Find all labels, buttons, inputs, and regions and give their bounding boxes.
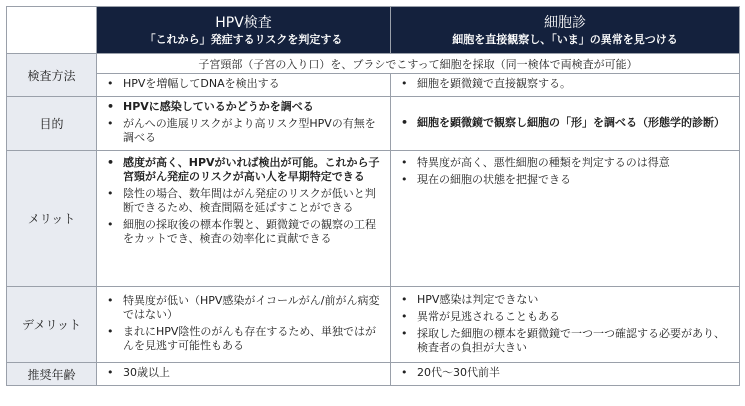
hpv-title: HPV検査	[215, 14, 272, 31]
list-item: • 陰性の場合、数年間はがん発症のリスクが低いと判断できるため、検査間隔を延ばすことができる	[101, 187, 386, 215]
list-item: • 現在の細胞の状態を把握できる	[395, 173, 735, 187]
list-item: • 特異度が高く、悪性細胞の種類を判定するのは得意	[395, 156, 735, 170]
merit-hpv-cell	[97, 151, 391, 287]
list-item: • 感度が高く、HPVがいれば検出が可能。これから子宮頸がん発症のリスクが高い人を早期特定できる	[101, 156, 386, 184]
purpose-cytology-cell	[391, 97, 740, 151]
list-item: • 30歳以上	[101, 366, 386, 380]
row-label-demerit: デメリット	[7, 287, 97, 363]
method-hpv-cell	[97, 74, 391, 97]
list-item: • 20代〜30代前半	[395, 366, 735, 380]
method-cytology-cell	[391, 74, 740, 97]
row-label-purpose: 目的	[7, 97, 97, 151]
corner-cell	[7, 7, 97, 54]
row-label-merit: メリット	[7, 151, 97, 287]
cytology-title: 細胞診	[544, 14, 586, 31]
row-label-age: 推奨年齢	[7, 363, 97, 386]
demerit-hpv-cell	[97, 287, 391, 363]
cytology-subtitle: 細胞を直接観察し、「いま」の異常を見つける	[452, 32, 678, 46]
age-cytology-cell	[391, 363, 740, 386]
list-item: • HPVに感染しているかどうかを調べる	[101, 100, 386, 114]
purpose-hpv-cell	[97, 97, 391, 151]
hpv-header	[97, 7, 391, 54]
list-item: • 細胞の採取後の標本作製と、顕微鏡での観察の工程をカットでき、検査の効率化に貢献できる	[101, 218, 386, 246]
merit-cytology-cell	[391, 151, 740, 287]
list-item: • HPV感染は判定できない	[395, 293, 735, 307]
list-item: • 細胞を顕微鏡で直接観察する。	[395, 77, 735, 91]
comparison-table	[6, 6, 740, 386]
age-hpv-cell	[97, 363, 391, 386]
list-item: • まれにHPV陰性のがんも存在するため、単独ではがんを見逃す可能性もある	[101, 325, 386, 353]
method-shared-cell: 子宮頸部（子宮の入り口）を、ブラシでこすって細胞を採取（同一検体で両検査が可能）	[97, 54, 740, 74]
list-item: • 特異度が低い（HPV感染がイコールがん/前がん病変ではない）	[101, 294, 386, 322]
list-item: • HPVを増幅してDNAを検出する	[101, 77, 386, 91]
demerit-cytology-cell	[391, 287, 740, 363]
list-item: • 細胞を顕微鏡で観察し細胞の「形」を調べる（形態学的診断）	[395, 116, 735, 130]
list-item: • がんへの進展リスクがより高リスク型HPVの有無を調べる	[101, 117, 386, 145]
row-label-method: 検査方法	[7, 54, 97, 97]
cytology-header	[391, 7, 740, 54]
list-item: • 異常が見逃されることもある	[395, 310, 735, 324]
hpv-subtitle: 「これから」発症するリスクを判定する	[144, 32, 343, 46]
list-item: • 採取した細胞の標本を顕微鏡で一つ一つ確認する必要があり、検査者の負担が大きい	[395, 327, 735, 355]
